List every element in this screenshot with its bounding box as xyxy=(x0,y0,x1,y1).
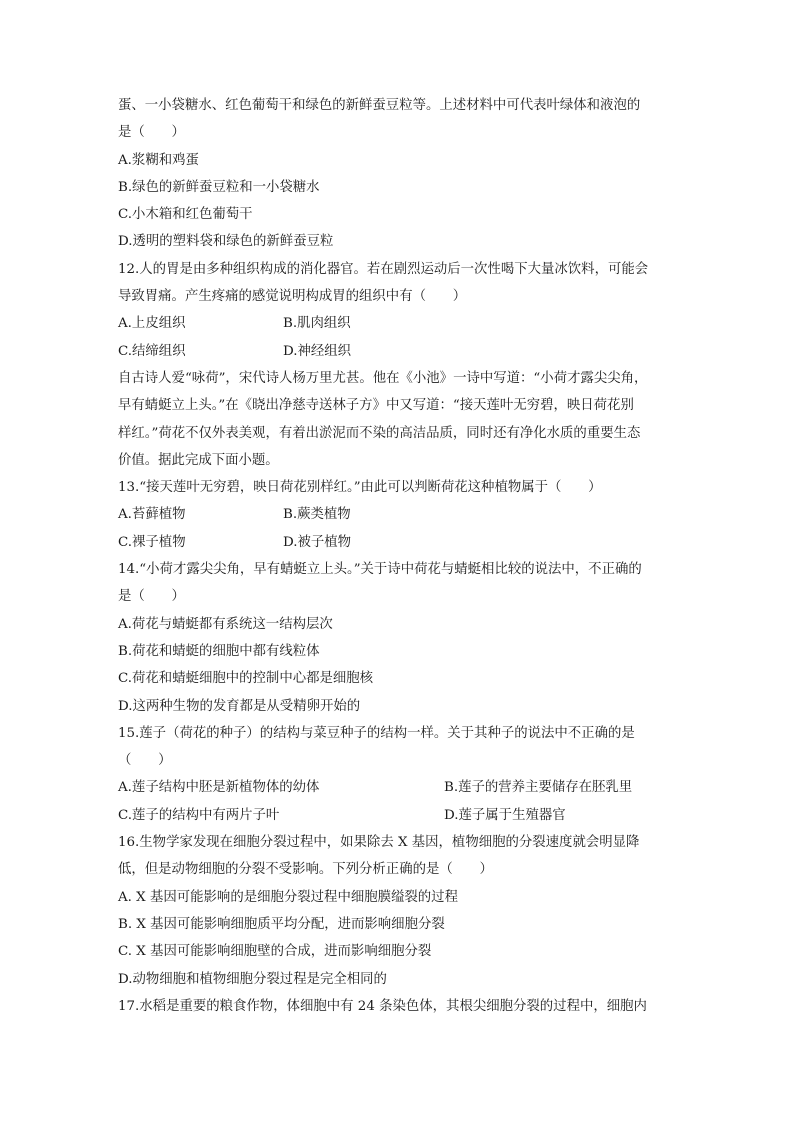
q12-stem-line-1: 12.人的胃是由多种组织构成的消化器官。若在剧烈运动后一次性喝下大量冰饮料，可能会 xyxy=(118,261,649,277)
exam-page xyxy=(118,92,678,1020)
q15-stem-line-2: （ ） xyxy=(118,753,172,769)
q11-continuation-line-1: 蛋、一小袋糖水、红色葡萄干和绿色的新鲜蚕豆粒等。上述材料中可代表叶绿体和液泡的 xyxy=(118,98,641,113)
q12-options-row-2 xyxy=(118,338,678,365)
q15-option-b: B.莲子的营养主要储存在胚乳里 xyxy=(444,780,633,796)
q12-option-d: D.神经组织 xyxy=(283,343,352,359)
q16-option-a: A. X 基因可能影响的是细胞分裂过程中细胞膜缢裂的过程 xyxy=(118,889,458,905)
passage-line-4: 价值。据此完成下面小题。 xyxy=(118,452,279,468)
q14-stem-line-1: 14.“小荷才露尖尖角，早有蜻蜓立上头。”关于诗中荷花与蜻蜓相比较的说法中，不正确的 xyxy=(118,562,642,578)
q11-option-c: C.小木箱和红色葡萄干 xyxy=(118,207,253,223)
q13-options-row-2 xyxy=(118,529,678,556)
q11-continuation-line-2: 是（ ） xyxy=(118,125,185,141)
q13-option-a: A.苔藓植物 xyxy=(118,507,186,523)
q11-option-a: A.浆糊和鸡蛋 xyxy=(118,152,199,168)
q13-options-row-1 xyxy=(118,501,678,528)
q14-option-b: B.荷花和蜻蜓的细胞中都有线粒体 xyxy=(118,643,320,659)
q13-stem: 13.“接天莲叶无穷碧，映日荷花别样红。”由此可以判断荷花这种植物属于（ ） xyxy=(118,480,602,496)
q14-option-d: D.这两种生物的发育都是从受精卵开始的 xyxy=(118,698,361,714)
q12-option-a: A.上皮组织 xyxy=(118,316,186,332)
q13-option-b: B.蕨类植物 xyxy=(283,507,351,523)
q12-options-row-1 xyxy=(118,310,678,337)
q15-option-c: C.莲子的结构中有两片子叶 xyxy=(118,807,280,823)
q14-option-c: C.荷花和蜻蜓细胞中的控制中心都是细胞核 xyxy=(118,671,374,687)
q16-stem-line-1: 16.生物学家发现在细胞分裂过程中，如果除去 X 基因，植物细胞的分裂速度就会明显降 xyxy=(118,835,640,851)
q11-option-b: B.绿色的新鲜蚕豆粒和一小袋糖水 xyxy=(118,179,320,195)
passage-line-1: 自古诗人爱“咏荷”，宋代诗人杨万里尤甚。他在《小池》一诗中写道：“小荷才露尖尖角， xyxy=(118,370,648,386)
q14-option-a: A.荷花与蜻蜓都有系统这一结构层次 xyxy=(118,616,333,632)
passage-line-2: 早有蜻蜓立上头。”在《晓出净慈寺送林子方》中又写道：“接天莲叶无穷碧，映日荷花别 xyxy=(118,398,634,414)
q17-stem-line-1: 17.水稻是重要的粮食作物，体细胞中有 24 条染色体，其根尖细胞分裂的过程中，细胞内 xyxy=(118,998,647,1014)
q16-option-d: D.动物细胞和植物细胞分裂过程是完全相同的 xyxy=(118,971,387,987)
q13-option-d: D.被子植物 xyxy=(283,534,352,550)
q16-stem-line-2: 低，但是动物细胞的分裂不受影响。下列分析正确的是（ ） xyxy=(118,862,493,878)
q15-option-d: D.莲子属于生殖器官 xyxy=(444,807,566,823)
q12-option-b: B.肌肉组织 xyxy=(283,316,351,332)
q11-option-d: D.透明的塑料袋和绿色的新鲜蚕豆粒 xyxy=(118,234,334,250)
q15-options-row-1 xyxy=(118,774,678,801)
q15-stem-line-1: 15.莲子（荷花的种子）的结构与菜豆种子的结构一样。关于其种子的说法中不正确的是 xyxy=(118,725,635,741)
q13-option-c: C.裸子植物 xyxy=(118,534,186,550)
q15-option-a: A.莲子结构中胚是新植物体的幼体 xyxy=(118,780,320,796)
q16-option-b: B. X 基因可能影响细胞质平均分配，进而影响细胞分裂 xyxy=(118,916,445,932)
q12-option-c: C.结缔组织 xyxy=(118,343,186,359)
q15-options-row-2 xyxy=(118,802,678,829)
passage-line-3: 样红。”荷花不仅外表美观，有着出淤泥而不染的高洁品质，同时还有净化水质的重要生态 xyxy=(118,425,641,441)
q12-stem-line-2: 导致胃痛。产生疼痛的感觉说明构成胃的组织中有（ ） xyxy=(118,289,467,305)
q14-stem-line-2: 是（ ） xyxy=(118,589,185,605)
q16-option-c: C. X 基因可能影响细胞壁的合成，进而影响细胞分裂 xyxy=(118,944,432,960)
